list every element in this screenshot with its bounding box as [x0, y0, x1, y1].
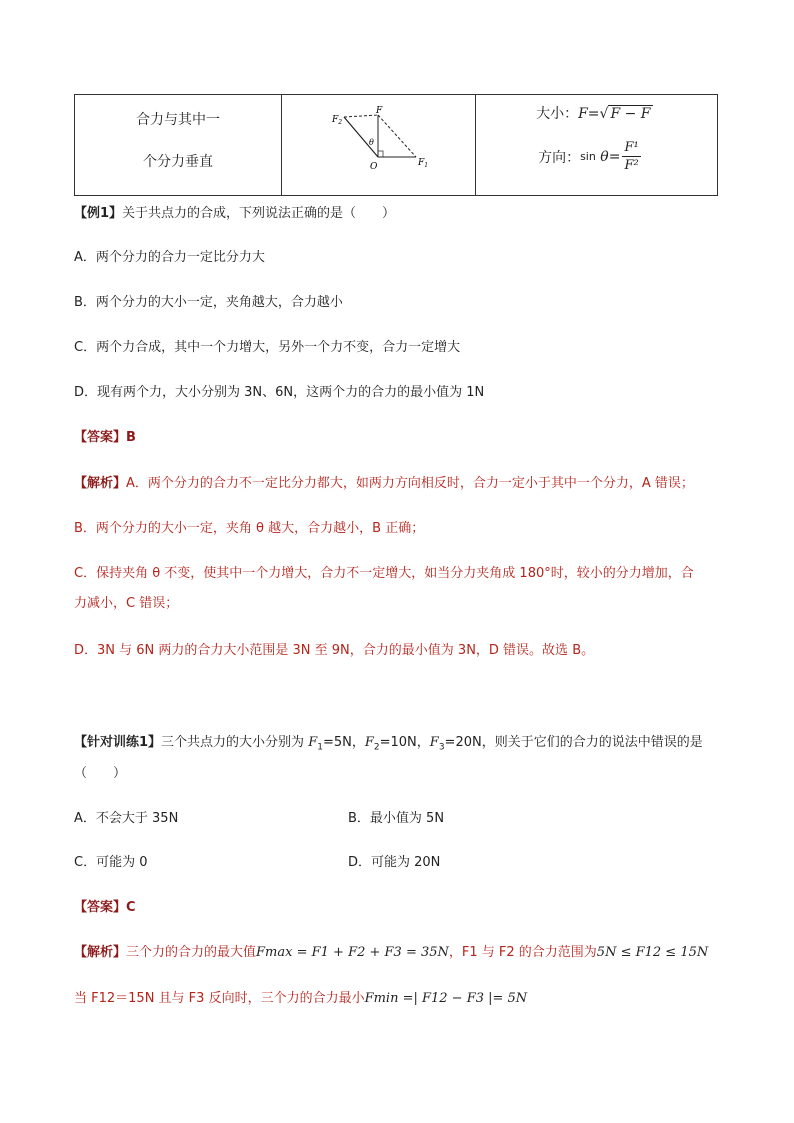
direction-label: 方向：	[538, 149, 581, 166]
label-F1-main: F	[418, 158, 425, 168]
label-theta: θ	[369, 138, 374, 147]
practice1-option-c: C．可能为 0	[74, 855, 148, 870]
practice1-tag: 【针对训练1】	[74, 735, 162, 750]
practice1-analysis-1	[74, 943, 708, 963]
example1-option-c: C．两个力合成，其中一个力增大，另外一个力不变，合力一定增大	[74, 340, 461, 355]
practice1-range-formula: 5N ≤ F12 ≤ 15N	[596, 945, 709, 960]
practice1-analysis-1a: 三个力的合力的最大值	[126, 945, 257, 960]
label-F: F	[376, 106, 383, 116]
label-F2-sub: 2	[338, 119, 343, 126]
practice1-answer	[74, 898, 136, 918]
practice1-q-a: 三个共点力的大小分别为	[161, 735, 309, 750]
practice1-max-formula: Fmax = F1 + F2 + F3 = 35N	[256, 945, 449, 960]
label-O: O	[370, 162, 378, 172]
example1-answer	[74, 428, 136, 448]
direction-eq: =	[608, 148, 621, 165]
force-diagram	[282, 95, 476, 197]
direction-fraction	[622, 139, 640, 174]
label-F2	[331, 115, 342, 126]
example1-analysis-tag: 【解析】	[74, 476, 127, 491]
practice1-min-formula: Fmin =| F12 − F3 |= 5N	[364, 991, 528, 1006]
label-F2-main: F	[332, 115, 339, 125]
table-cell-diagram	[282, 95, 476, 195]
practice1-f2-sub: 2	[373, 742, 380, 753]
practice1-f3-sub: 3	[438, 742, 445, 753]
practice1-analysis-2a: 当 F12＝15N 且与 F3 反向时，三个力的合力最小	[74, 991, 365, 1006]
direction-theta: θ	[600, 148, 609, 165]
label-F1	[417, 158, 428, 169]
example1-question	[74, 204, 395, 224]
direction-sin: sin	[580, 150, 596, 163]
condition-line-2: 个分力垂直	[143, 154, 214, 170]
practice1-q-d: =20N，则关于它们的合力的说法中错误的是	[444, 735, 703, 750]
practice1-option-a: A．不会大于 35N	[74, 811, 179, 826]
magnitude-eq: =	[587, 106, 600, 122]
condition-line-1: 合力与其中一	[136, 112, 221, 128]
example1-question-text: 关于共点力的合成，下列说法正确的是（ ）	[122, 206, 396, 221]
practice1-q-b: =5N，	[322, 735, 365, 750]
practice1-answer-tag: 【答案】	[74, 900, 127, 915]
magnitude-formula: 大小：F=√ F − F	[536, 106, 651, 122]
example1-option-d: D．现有两个力，大小分别为 3N、6N，这两个力的合力的最小值为 1N	[74, 385, 485, 400]
analysis-line-d: D．3N 与 6N 两力的合力大小范围是 3N 至 9N，合力的最小值为 3N，D 错误。故选 B。	[74, 643, 595, 658]
fraction-denominator: F²	[624, 158, 639, 173]
practice1-analysis-1b: ，F1 与 F2 的合力范围为	[448, 945, 597, 960]
example1-answer-value: B	[126, 430, 136, 445]
practice1-option-d: D．可能为 20N	[348, 855, 441, 870]
analysis-line-c: C．保持夹角 θ 不变，使其中一个力增大，合力不一定增大，如当分力夹角成 180°时，较小的分力增加，合	[74, 566, 694, 581]
magnitude-lhs: F	[578, 106, 588, 122]
practice1-f3: F	[429, 735, 439, 750]
practice1-answer-value: C	[126, 900, 136, 915]
magnitude-label: 大小：	[536, 106, 579, 122]
example1-option-b: B．两个分力的大小一定，夹角越大，合力越小	[74, 295, 343, 310]
practice1-analysis-tag: 【解析】	[74, 945, 127, 960]
practice1-analysis-2	[74, 989, 527, 1009]
analysis-line-b: B．两个分力的大小一定，夹角 θ 越大，合力越小，B 正确；	[74, 521, 425, 536]
direction-formula	[538, 139, 641, 174]
practice1-f1: F	[308, 735, 318, 750]
practice1-f1-sub: 1	[317, 742, 323, 753]
example1-answer-tag: 【答案】	[74, 430, 127, 445]
analysis-line-a: A．两个分力的合力不一定比分力都大，如两力方向相反时，合力一定小于其中一个分力，A 错误；	[126, 476, 694, 491]
practice1-f2: F	[364, 735, 374, 750]
example1-tag: 【例1】	[74, 206, 123, 221]
example1-option-a: A．两个分力的合力一定比分力大	[74, 250, 265, 265]
practice1-question	[74, 733, 703, 758]
label-F1-sub: 1	[424, 162, 429, 169]
analysis-line-c-cont: 力减小，C 错误；	[74, 596, 179, 611]
practice1-q-c: =10N，	[379, 735, 430, 750]
force-table	[74, 94, 718, 196]
example1-analysis-a	[74, 474, 694, 494]
practice1-option-b: B．最小值为 5N	[348, 811, 445, 826]
table-cell-condition	[75, 95, 282, 195]
magnitude-radicand: F − F	[610, 106, 651, 122]
fraction-numerator: F¹	[624, 140, 639, 155]
practice1-question-line2: （ ）	[74, 766, 127, 781]
table-cell-formula	[476, 95, 717, 195]
